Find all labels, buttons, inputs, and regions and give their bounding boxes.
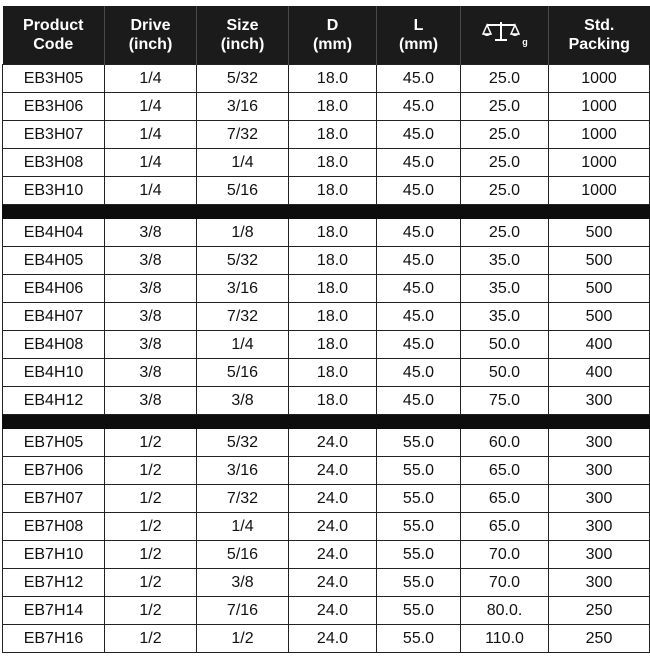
- cell-length: 45.0: [377, 65, 461, 93]
- cell-drive: 3/8: [105, 247, 197, 275]
- cell-product-code: EB4H12: [3, 387, 105, 415]
- cell-diameter: 18.0: [289, 359, 377, 387]
- cell-diameter: 24.0: [289, 513, 377, 541]
- cell-std-packing: 500: [549, 303, 650, 331]
- table-row: [3, 149, 650, 177]
- cell-length: 45.0: [377, 387, 461, 415]
- cell-drive: 3/8: [105, 387, 197, 415]
- cell-drive: 3/8: [105, 359, 197, 387]
- cell-weight: 25.0: [461, 219, 549, 247]
- cell-weight: 35.0: [461, 275, 549, 303]
- table-row: [3, 541, 650, 569]
- cell-size: 3/8: [197, 387, 289, 415]
- cell-drive: 1/4: [105, 177, 197, 205]
- cell-length: 45.0: [377, 275, 461, 303]
- table-row: [3, 513, 650, 541]
- cell-size: 7/32: [197, 485, 289, 513]
- cell-product-code: EB4H08: [3, 331, 105, 359]
- cell-drive: 1/2: [105, 625, 197, 653]
- header-weight: [461, 6, 549, 65]
- cell-diameter: 24.0: [289, 625, 377, 653]
- table-row: [3, 359, 650, 387]
- cell-length: 55.0: [377, 541, 461, 569]
- cell-length: 55.0: [377, 429, 461, 457]
- header-label-line1: Size: [226, 17, 259, 34]
- scale-icon: [481, 19, 521, 48]
- cell-drive: 1/2: [105, 569, 197, 597]
- cell-drive: 3/8: [105, 275, 197, 303]
- header-label-line1: D: [326, 17, 339, 34]
- cell-size: 5/32: [197, 429, 289, 457]
- cell-product-code: EB7H06: [3, 457, 105, 485]
- cell-diameter: 18.0: [289, 65, 377, 93]
- cell-std-packing: 300: [549, 485, 650, 513]
- cell-length: 45.0: [377, 247, 461, 275]
- cell-length: 55.0: [377, 597, 461, 625]
- table-body: [3, 65, 650, 653]
- cell-std-packing: 1000: [549, 65, 650, 93]
- table-row: [3, 457, 650, 485]
- cell-size: 5/16: [197, 359, 289, 387]
- header-std-packing: [549, 6, 650, 65]
- cell-diameter: 24.0: [289, 541, 377, 569]
- cell-product-code: EB4H06: [3, 275, 105, 303]
- cell-weight: 70.0: [461, 541, 549, 569]
- table-row: [3, 485, 650, 513]
- cell-drive: 1/2: [105, 541, 197, 569]
- weight-unit: g: [522, 36, 528, 47]
- cell-product-code: EB7H14: [3, 597, 105, 625]
- cell-product-code: EB7H10: [3, 541, 105, 569]
- cell-length: 45.0: [377, 93, 461, 121]
- cell-diameter: 18.0: [289, 177, 377, 205]
- header-label-line2: (mm): [312, 36, 353, 53]
- cell-drive: 1/4: [105, 65, 197, 93]
- table-row: [3, 625, 650, 653]
- cell-product-code: EB7H07: [3, 485, 105, 513]
- header-product-code: [3, 6, 105, 65]
- product-spec-table-container: [2, 6, 649, 653]
- table-row: [3, 219, 650, 247]
- cell-drive: 1/2: [105, 513, 197, 541]
- header-label-line1: Product: [23, 17, 84, 34]
- cell-product-code: EB7H16: [3, 625, 105, 653]
- group-separator: [3, 415, 650, 429]
- header-length: [377, 6, 461, 65]
- cell-std-packing: 300: [549, 541, 650, 569]
- cell-size: 7/32: [197, 303, 289, 331]
- cell-length: 45.0: [377, 219, 461, 247]
- cell-std-packing: 1000: [549, 149, 650, 177]
- cell-std-packing: 300: [549, 429, 650, 457]
- cell-length: 55.0: [377, 513, 461, 541]
- cell-weight: 25.0: [461, 121, 549, 149]
- cell-size: 5/32: [197, 65, 289, 93]
- group-separator-bar: [3, 205, 650, 219]
- cell-size: 1/4: [197, 331, 289, 359]
- cell-length: 45.0: [377, 303, 461, 331]
- cell-length: 55.0: [377, 569, 461, 597]
- cell-std-packing: 500: [549, 219, 650, 247]
- cell-product-code: EB4H10: [3, 359, 105, 387]
- cell-drive: 3/8: [105, 331, 197, 359]
- cell-diameter: 18.0: [289, 387, 377, 415]
- cell-size: 5/16: [197, 541, 289, 569]
- table-row: [3, 275, 650, 303]
- cell-drive: 3/8: [105, 219, 197, 247]
- cell-product-code: EB4H07: [3, 303, 105, 331]
- cell-std-packing: 1000: [549, 121, 650, 149]
- cell-std-packing: 400: [549, 331, 650, 359]
- cell-size: 1/8: [197, 219, 289, 247]
- cell-std-packing: 300: [549, 513, 650, 541]
- cell-diameter: 24.0: [289, 457, 377, 485]
- cell-diameter: 18.0: [289, 149, 377, 177]
- table-row: [3, 303, 650, 331]
- cell-weight: 50.0: [461, 359, 549, 387]
- header-label-line1: L: [413, 17, 424, 34]
- table-row: [3, 569, 650, 597]
- header-label-line1: Std.: [584, 17, 615, 34]
- cell-size: 3/16: [197, 457, 289, 485]
- cell-weight: 35.0: [461, 303, 549, 331]
- cell-diameter: 24.0: [289, 485, 377, 513]
- header-drive: [105, 6, 197, 65]
- table-row: [3, 387, 650, 415]
- cell-size: 1/4: [197, 149, 289, 177]
- cell-std-packing: 250: [549, 625, 650, 653]
- cell-std-packing: 1000: [549, 93, 650, 121]
- cell-diameter: 18.0: [289, 275, 377, 303]
- group-separator: [3, 205, 650, 219]
- table-row: [3, 247, 650, 275]
- table-row: [3, 177, 650, 205]
- cell-std-packing: 300: [549, 569, 650, 597]
- cell-drive: 1/4: [105, 121, 197, 149]
- cell-std-packing: 400: [549, 359, 650, 387]
- table-row: [3, 65, 650, 93]
- group-separator-bar: [3, 415, 650, 429]
- table-row: [3, 429, 650, 457]
- header-size: [197, 6, 289, 65]
- table-header: [3, 6, 650, 65]
- cell-weight: 110.0: [461, 625, 549, 653]
- cell-diameter: 18.0: [289, 219, 377, 247]
- cell-weight: 50.0: [461, 331, 549, 359]
- cell-length: 45.0: [377, 359, 461, 387]
- cell-weight: 25.0: [461, 149, 549, 177]
- cell-product-code: EB4H05: [3, 247, 105, 275]
- cell-drive: 1/4: [105, 93, 197, 121]
- cell-diameter: 18.0: [289, 331, 377, 359]
- cell-product-code: EB3H07: [3, 121, 105, 149]
- table-row: [3, 93, 650, 121]
- header-label-line2: (inch): [128, 36, 173, 53]
- cell-product-code: EB7H05: [3, 429, 105, 457]
- cell-diameter: 18.0: [289, 303, 377, 331]
- cell-weight: 65.0: [461, 485, 549, 513]
- cell-size: 5/32: [197, 247, 289, 275]
- cell-length: 55.0: [377, 457, 461, 485]
- cell-size: 3/8: [197, 569, 289, 597]
- cell-diameter: 18.0: [289, 93, 377, 121]
- product-spec-table: [2, 6, 650, 653]
- header-row: [3, 6, 650, 65]
- cell-weight: 25.0: [461, 177, 549, 205]
- cell-drive: 1/2: [105, 457, 197, 485]
- cell-size: 7/32: [197, 121, 289, 149]
- cell-drive: 1/2: [105, 597, 197, 625]
- cell-std-packing: 300: [549, 387, 650, 415]
- cell-product-code: EB3H05: [3, 65, 105, 93]
- cell-drive: 1/2: [105, 429, 197, 457]
- cell-diameter: 24.0: [289, 429, 377, 457]
- cell-std-packing: 500: [549, 275, 650, 303]
- cell-length: 45.0: [377, 331, 461, 359]
- cell-std-packing: 500: [549, 247, 650, 275]
- header-label-line2: (inch): [220, 36, 265, 53]
- cell-length: 45.0: [377, 149, 461, 177]
- cell-weight: 65.0: [461, 513, 549, 541]
- cell-weight: 35.0: [461, 247, 549, 275]
- header-label-line2: (mm): [398, 36, 439, 53]
- table-row: [3, 121, 650, 149]
- cell-product-code: EB4H04: [3, 219, 105, 247]
- cell-weight: 75.0: [461, 387, 549, 415]
- cell-product-code: EB3H06: [3, 93, 105, 121]
- cell-std-packing: 250: [549, 597, 650, 625]
- header-diameter: [289, 6, 377, 65]
- cell-length: 55.0: [377, 625, 461, 653]
- cell-length: 45.0: [377, 121, 461, 149]
- header-label-line2: Packing: [568, 36, 630, 53]
- cell-diameter: 24.0: [289, 597, 377, 625]
- cell-length: 55.0: [377, 485, 461, 513]
- cell-size: 5/16: [197, 177, 289, 205]
- cell-diameter: 18.0: [289, 121, 377, 149]
- cell-std-packing: 300: [549, 457, 650, 485]
- cell-drive: 3/8: [105, 303, 197, 331]
- table-row: [3, 597, 650, 625]
- cell-size: 1/2: [197, 625, 289, 653]
- header-label-line2: Code: [33, 36, 74, 53]
- cell-std-packing: 1000: [549, 177, 650, 205]
- cell-size: 1/4: [197, 513, 289, 541]
- cell-product-code: EB3H08: [3, 149, 105, 177]
- cell-size: 3/16: [197, 275, 289, 303]
- cell-product-code: EB3H10: [3, 177, 105, 205]
- cell-diameter: 24.0: [289, 569, 377, 597]
- cell-weight: 70.0: [461, 569, 549, 597]
- table-row: [3, 331, 650, 359]
- cell-weight: 65.0: [461, 457, 549, 485]
- cell-weight: 25.0: [461, 93, 549, 121]
- cell-length: 45.0: [377, 177, 461, 205]
- cell-product-code: EB7H12: [3, 569, 105, 597]
- cell-weight: 60.0: [461, 429, 549, 457]
- cell-size: 3/16: [197, 93, 289, 121]
- cell-weight: 25.0: [461, 65, 549, 93]
- cell-weight: 80.0.: [461, 597, 549, 625]
- cell-size: 7/16: [197, 597, 289, 625]
- cell-drive: 1/2: [105, 485, 197, 513]
- cell-product-code: EB7H08: [3, 513, 105, 541]
- cell-drive: 1/4: [105, 149, 197, 177]
- header-label-line1: Drive: [130, 17, 171, 34]
- cell-diameter: 18.0: [289, 247, 377, 275]
